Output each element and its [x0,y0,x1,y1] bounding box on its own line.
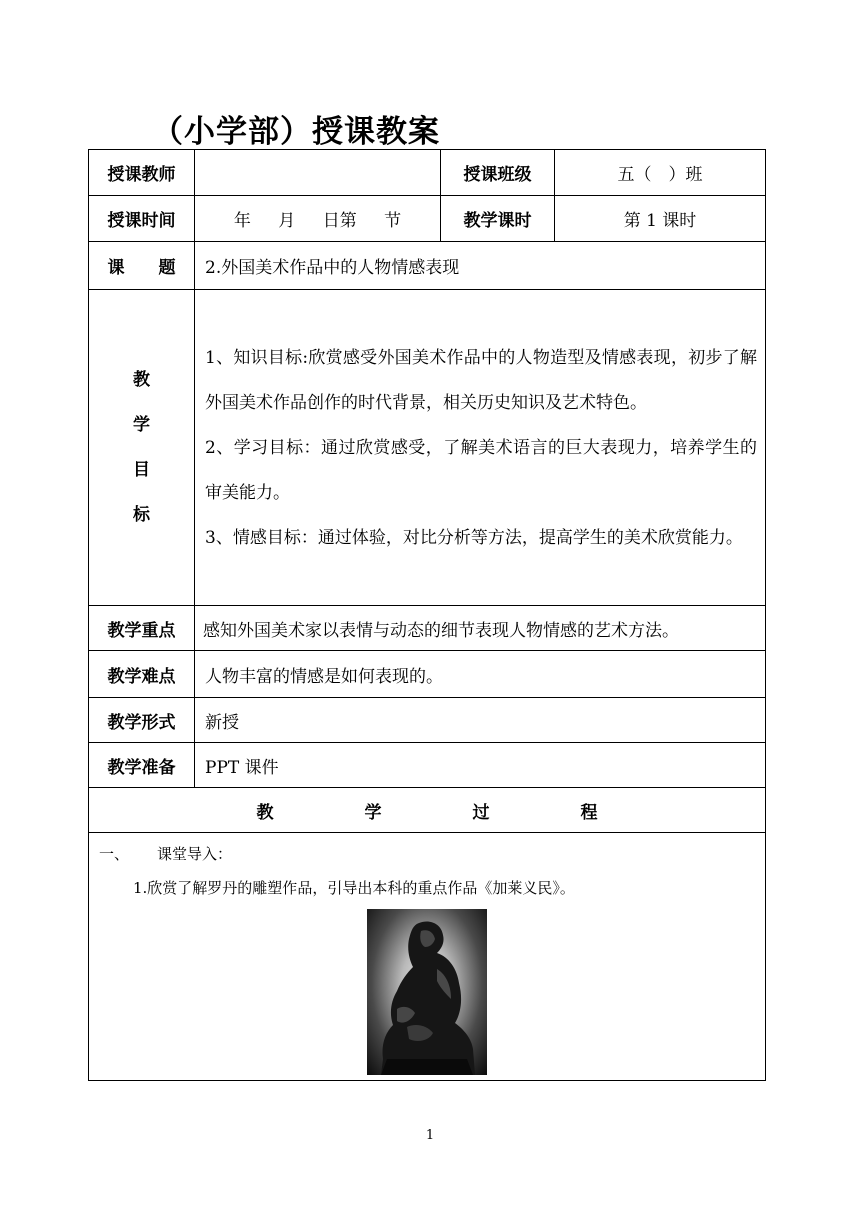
time-month: 月 [278,211,296,231]
sculpture-silhouette-icon [367,909,487,1075]
process-heading-char: 教 [256,802,274,823]
thinker-sculpture-photo [367,909,487,1075]
time-year: 年 [233,211,251,231]
objectives-label-char: 教 [133,369,150,390]
key-points-label: 教学重点 [89,606,195,651]
topic-value: 2.外国美术作品中的人物情感表现 [195,242,766,290]
form-label: 教学形式 [89,698,195,743]
class-value: 五（ ）班 [555,150,766,196]
lesson-plan-table [88,149,766,1081]
process-heading [89,788,766,833]
teacher-label: 授课教师 [89,150,195,196]
class-label: 授课班级 [441,150,555,196]
difficulties-label: 教学难点 [89,651,195,698]
teacher-value [195,150,441,196]
key-points-value: 感知外国美术家以表情与动态的细节表现人物情感的艺术方法。 [195,606,766,651]
preparation-label: 教学准备 [89,743,195,788]
time-period: 节 [384,211,402,231]
page-title: （小学部）授课教案 [152,114,440,150]
objectives-content [195,290,766,606]
step-1: 1.欣赏了解罗丹的雕塑作品，引导出本科的重点作品《加莱义民》。 [133,879,575,897]
section-number: 一、 [99,845,130,863]
section-title: 课堂导入： [157,845,233,863]
hours-label: 教学课时 [441,196,555,242]
time-value [195,196,441,242]
hours-value: 第 1 课时 [555,196,766,242]
objectives-label-char: 目 [133,459,150,480]
page-number: 1 [425,1128,435,1143]
objectives-label [89,290,195,606]
objective-learning: 2、学习目标：通过欣赏感受，了解美术语言的巨大表现力，培养学生的审美能力。 [205,438,757,503]
objective-knowledge: 1、知识目标:欣赏感受外国美术作品中的人物造型及情感表现，初步了解外国美术作品创作的时代背景，相关历史知识及艺术特色。 [205,348,757,413]
section-intro [99,843,232,864]
process-heading-char: 程 [580,802,598,823]
difficulties-value: 人物丰富的情感是如何表现的。 [195,651,766,698]
topic-label: 课 题 [89,242,195,290]
objective-emotion: 3、情感目标：通过体验，对比分析等方法，提高学生的美术欣赏能力。 [205,528,743,548]
preparation-value: PPT 课件 [195,743,766,788]
process-body [89,833,766,1081]
time-label: 授课时间 [89,196,195,242]
process-heading-char: 过 [472,802,490,823]
objectives-label-char: 标 [133,504,150,525]
time-day: 日第 [322,211,357,231]
process-heading-char: 学 [364,802,382,823]
form-value: 新授 [195,698,766,743]
objectives-label-char: 学 [133,414,150,435]
